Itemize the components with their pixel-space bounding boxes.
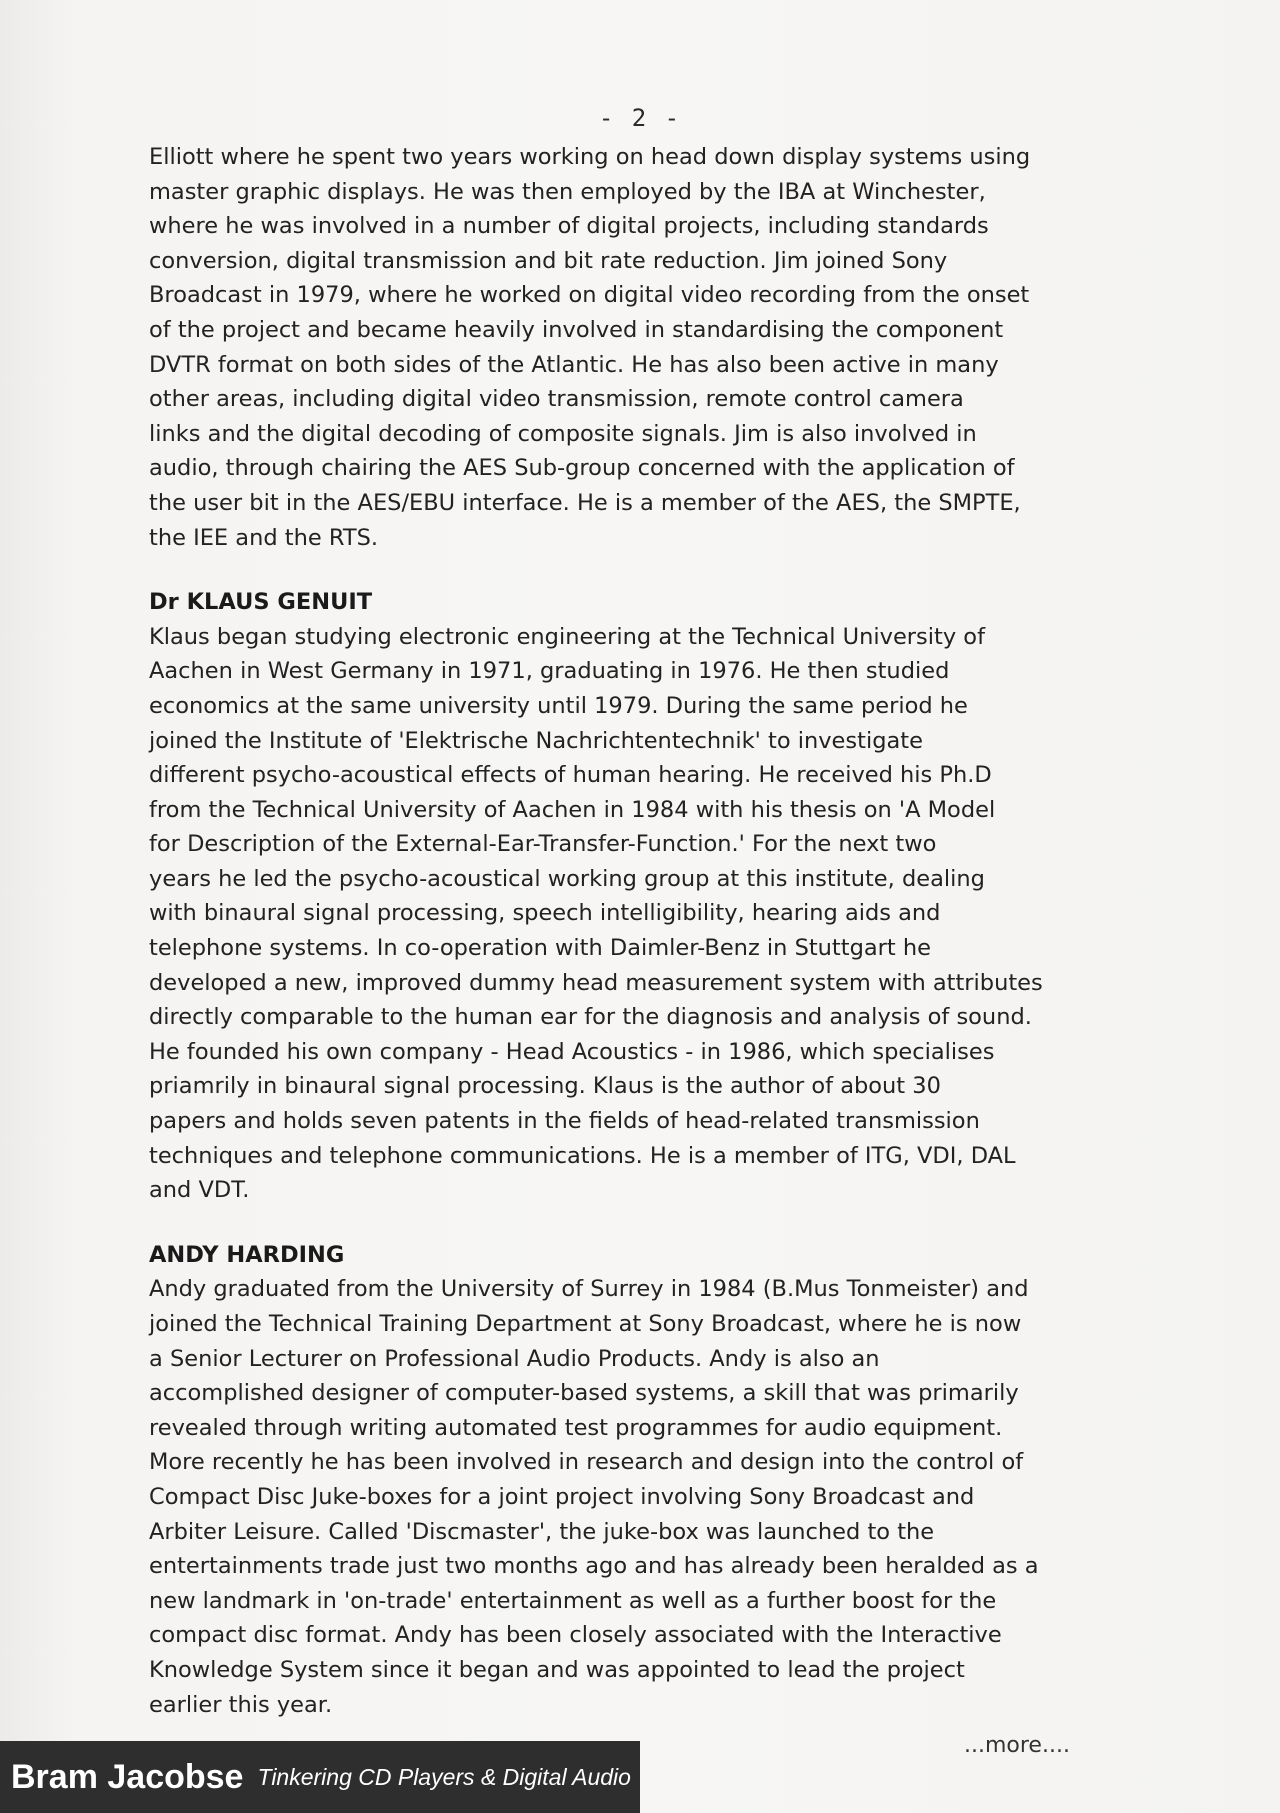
heading-andy-harding: ANDY HARDING (149, 1241, 345, 1268)
text-line: with binaural signal processing, speech intelligibility, hearing aids and (149, 900, 941, 927)
heading-klaus-genuit: Dr KLAUS GENUIT (149, 589, 373, 616)
text-line: He founded his own company - Head Acoustics - in 1986, which specialises (149, 1038, 995, 1065)
text-line: years he led the psycho-acoustical working group at this institute, dealing (149, 865, 985, 892)
text-line: the IEE and the RTS. (149, 524, 379, 551)
text-line: joined the Technical Training Department at Sony Broadcast, where he is now (149, 1311, 1022, 1337)
more-indicator: ...more.... (964, 1733, 1070, 1758)
text-line: other areas, including digital video transmission, remote control camera (149, 386, 964, 413)
page-number: - 2 - (598, 104, 682, 132)
text-line: conversion, digital transmission and bit rate reduction. Jim joined Sony (149, 247, 948, 274)
text-line: revealed through writing automated test programmes for audio equipment. (149, 1414, 1003, 1441)
watermark-name: Bram Jacobse (11, 1757, 244, 1796)
text-line: telephone systems. In co-operation with Daimler-Benz in Stuttgart he (149, 935, 931, 962)
text-line: master graphic displays. He was then employed by the IBA at Winchester, (149, 178, 986, 205)
text-line: Andy graduated from the University of Surrey in 1984 (B.Mus Tonmeister) and (149, 1276, 1029, 1303)
text-line: Aachen in West Germany in 1971, graduating in 1976. He then studied (149, 658, 950, 685)
text-line: DVTR format on both sides of the Atlantic. He has also been active in many (149, 351, 999, 378)
text-line: different psycho-acoustical effects of human hearing. He received his Ph.D (149, 762, 992, 789)
text-line: from the Technical University of Aachen in 1984 with his thesis on 'A Model (149, 796, 996, 823)
klaus-paragraph (149, 620, 1109, 1208)
text-line: new landmark in 'on-trade' entertainment as well as a further boost for the (149, 1587, 997, 1614)
text-line: directly comparable to the human ear for the diagnosis and analysis of sound. (149, 1004, 1032, 1031)
text-line: the user bit in the AES/EBU interface. He is a member of the AES, the SMPTE, (149, 489, 1021, 516)
text-line: papers and holds seven patents in the fields of head-related transmission (149, 1108, 980, 1135)
intro-paragraph (149, 140, 1109, 555)
text-line: developed a new, improved dummy head measurement system with attributes (149, 969, 1043, 996)
text-line: priamrily in binaural signal processing. Klaus is the author of about 30 (149, 1073, 941, 1100)
text-line: compact disc format. Andy has been closely associated with the Interactive (149, 1622, 1002, 1649)
text-line: economics at the same university until 1979. During the same period he (149, 692, 968, 719)
text-line: for Description of the External-Ear-Transfer-Function.' For the next two (149, 831, 937, 858)
text-line: where he was involved in a number of digital projects, including standards (149, 213, 989, 240)
text-line: of the project and became heavily involved in standardising the component (149, 316, 1004, 343)
watermark-tagline: Tinkering CD Players & Digital Audio (257, 1763, 631, 1790)
text-line: joined the Institute of 'Elektrische Nachrichtentechnik' to investigate (149, 727, 923, 754)
text-line: a Senior Lecturer on Professional Audio Products. Andy is also an (149, 1345, 880, 1372)
text-line: Knowledge System since it began and was appointed to lead the project (149, 1656, 965, 1683)
text-line: accomplished designer of computer-based systems, a skill that was primarily (149, 1380, 1019, 1407)
text-line: Broadcast in 1979, where he worked on digital video recording from the onset (149, 282, 1030, 309)
text-line: techniques and telephone communications. He is a member of ITG, VDI, DAL (149, 1142, 1016, 1169)
document-body (149, 140, 1109, 1722)
text-line: earlier this year. (149, 1691, 333, 1718)
text-line: Compact Disc Juke-boxes for a joint project involving Sony Broadcast and (149, 1483, 975, 1510)
text-line: audio, through chairing the AES Sub-group concerned with the application of (149, 455, 1015, 482)
watermark-banner (0, 1741, 640, 1813)
text-line: and VDT. (149, 1177, 250, 1204)
text-line: entertainments trade just two months ago and has already been heralded as a (149, 1553, 1039, 1580)
text-line: More recently he has been involved in research and design into the control of (149, 1449, 1024, 1476)
text-line: links and the digital decoding of composite signals. Jim is also involved in (149, 420, 977, 447)
text-line: Elliott where he spent two years working on head down display systems using (149, 144, 1031, 170)
text-line: Arbiter Leisure. Called 'Discmaster', the juke-box was launched to the (149, 1518, 935, 1545)
andy-paragraph (149, 1272, 1109, 1722)
text-line: Klaus began studying electronic engineering at the Technical University of (149, 623, 985, 650)
